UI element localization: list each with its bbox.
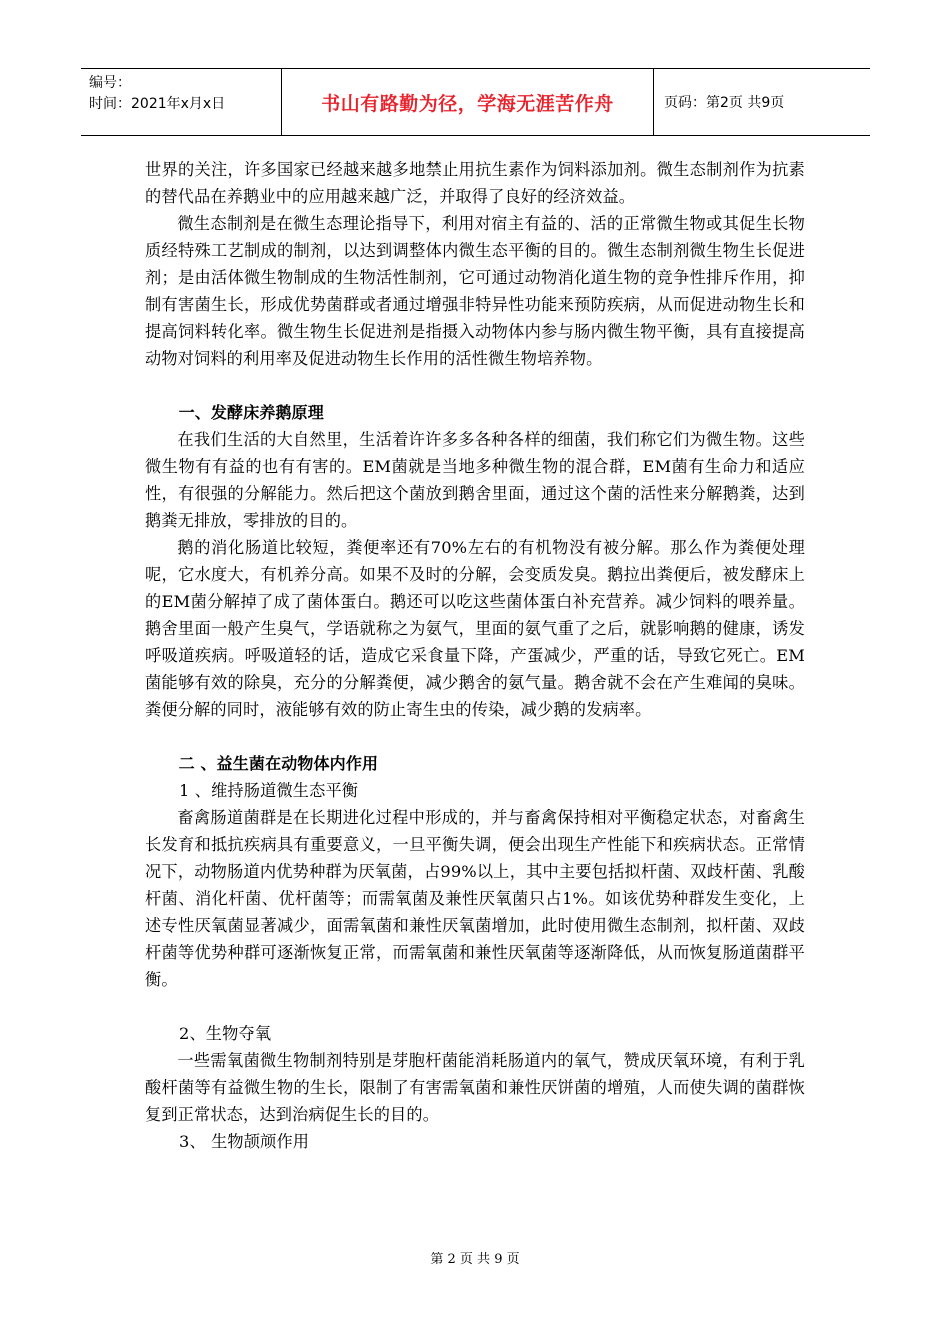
paragraph: 畜禽肠道菌群是在长期进化过程中形成的，并与畜禽保持相对平衡稳定状态，对畜禽生长发育和抵抗疾病具有重要意义，一旦平衡失调，便会出现生产性能下和疾病状态。正常情况下，动物肠道内优势种群为厌氧菌，占99%以上，其中主要包括拟杆菌、双歧杆菌、乳酸杆菌、消化杆菌、优杆菌等；而需氧菌及兼性厌氧菌只占1%。如该优势种群发生变化，上述专性厌氧菌显著减少，面需氧菌和兼性厌氧菌增加，此时使用微生态制剂，拟杆菌、双歧杆菌等优势种群可逐渐恢复正常，而需氧菌和兼性厌氧菌等逐渐降低，从而恢复肠道菌群平衡。 — [145, 808, 805, 989]
subsection-heading: 3、 生物颉颃作用 — [179, 1132, 310, 1151]
subsection-heading: 1 、维持肠道微生态平衡 — [179, 781, 359, 800]
page-header — [81, 68, 870, 136]
header-page-number: 页码：第2页 共9页 — [664, 95, 785, 111]
section-heading: 二 、益生菌在动物体内作用 — [178, 754, 379, 773]
page-footer: 第 2 页 共 9 页 — [430, 1252, 520, 1267]
paragraph: 鹅的消化肠道比较短，粪便率还有70%左右的有机物没有被分解。那么作为粪便处理呢，它水度大，有机养分高。如果不及时的分解，会变质发臭。鹅拉出粪便后，被发酵床上的EM菌分解掉了成了菌体蛋白。鹅还可以吃这些菌体蛋白补充营养。减少饲料的喂养量。鹅舍里面一般产生臭气，学语就称之为氨气，里面的氨气重了之后，就影响鹅的健康，诱发呼吸道疾病。呼吸道轻的话，造成它采食量下降，产蛋减少，严重的话，导致它死亡。EM菌能够有效的除臭，充分的分解粪便，减少鹅舍的氨气量。鹅舍就不会在产生难闻的臭味。粪便分解的同时，液能够有效的防止寄生虫的传染，减少鹅的发病率。 — [145, 538, 805, 719]
document-body — [145, 156, 805, 1155]
paragraph: 在我们生活的大自然里，生活着许许多多各种各样的细菌，我们称它们为微生物。这些微生物有有益的也有有害的。EM菌就是当地多种微生物的混合群，EM菌有生命力和适应性，有很强的分解能力。然后把这个菌放到鹅舍里面，通过这个菌的活性来分解鹅粪，达到鹅粪无排放，零排放的目的。 — [145, 430, 805, 530]
document-date: 时间：2021年x月x日 — [89, 96, 226, 112]
paragraph: 微生态制剂是在微生态理论指导下，利用对宿主有益的、活的正常微生物或其促生长物质经特殊工艺制成的制剂，以达到调整体内微生态平衡的目的。微生态制剂微生物生长促进剂；是由活体微生物制成的生物活性制剂，它可通过动物消化道生物的竞争性排斥作用，抑制有害菌生长，形成优势菌群或者通过增强非特异性功能来预防疾病，从而促进动物生长和提高饲料转化率。微生物生长促进剂是指摄入动物体内参与肠内微生物平衡，具有直接提高动物对饲料的利用率及促进动物生长作用的活性微生物培养物。 — [145, 214, 805, 368]
header-meta — [81, 69, 282, 135]
paragraph: 世界的关注，许多国家已经越来越多地禁止用抗生素作为饲料添加剂。微生态制剂作为抗素的替代品在养鹅业中的应用越来越广泛，并取得了良好的经济效益。 — [145, 160, 805, 206]
subsection-heading: 2、生物夺氧 — [179, 1024, 272, 1043]
header-motto: 书山有路勤为径，学海无涯苦作舟 — [282, 69, 654, 135]
document-number: 编号： — [89, 75, 131, 91]
paragraph: 一些需氧菌微生物制剂特别是芽胞杆菌能消耗肠道内的氧气，赞成厌氧环境，有利于乳酸杆菌等有益微生物的生长，限制了有害需氧菌和兼性厌饼菌的增殖，人而使失调的菌群恢复到正常状态，达到治病促生长的目的。 — [145, 1051, 805, 1124]
section-heading: 一、发酵床养鹅原理 — [178, 403, 324, 422]
